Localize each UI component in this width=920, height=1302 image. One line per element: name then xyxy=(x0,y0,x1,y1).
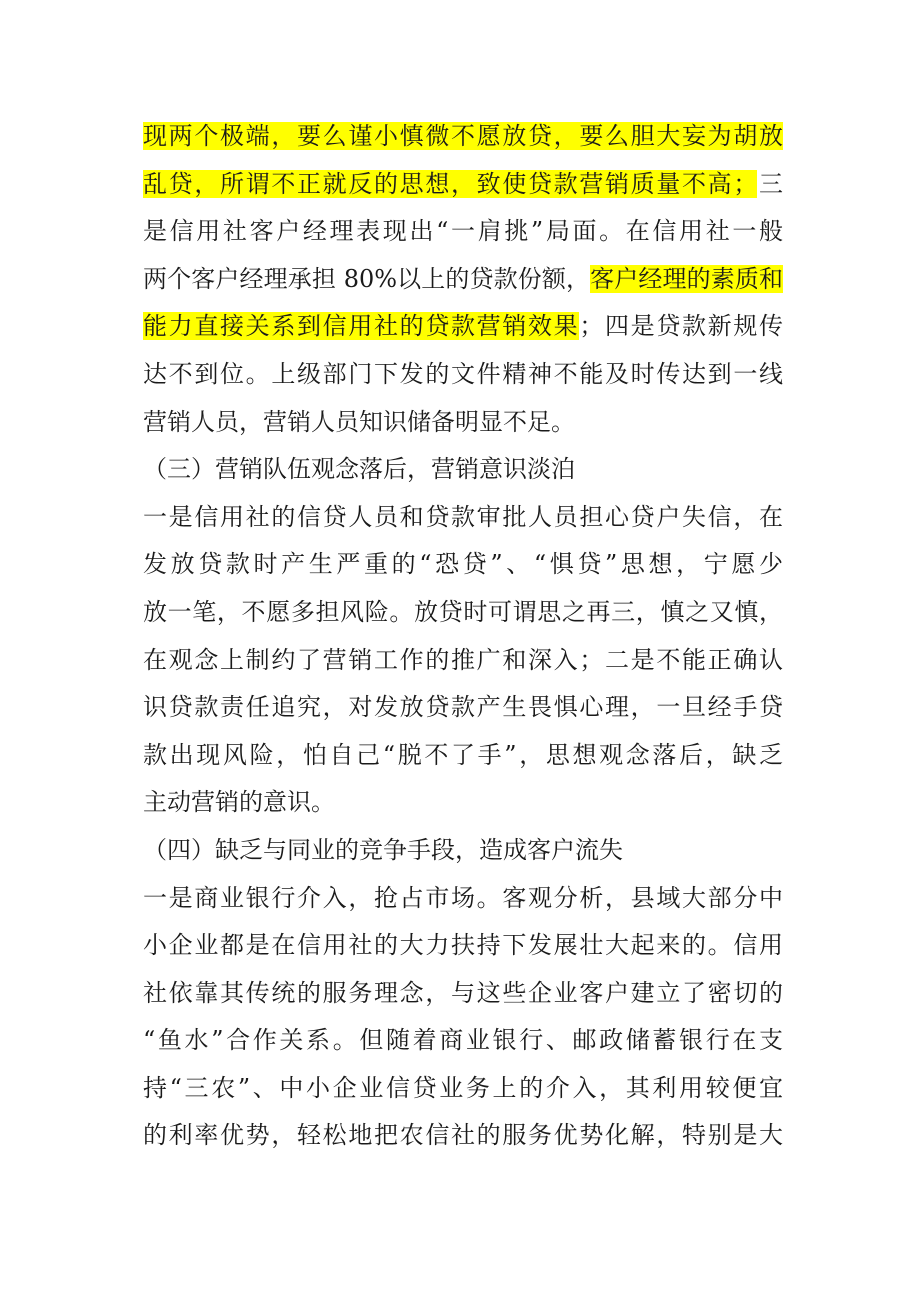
highlighted-text: 客户经理的素质和 xyxy=(590,264,784,293)
text-line xyxy=(143,684,783,732)
text-segment: 小企业都是在信用社的大力扶持下发展壮大起来的。信用 xyxy=(143,931,783,960)
highlighted-text: 现两个极端，要么谨小慎微不愿放贷，要么胆大妄为胡放 xyxy=(143,122,783,150)
text-line xyxy=(143,494,783,542)
text-segment: ；四是贷款新规传 xyxy=(579,312,784,341)
text-line xyxy=(143,113,783,161)
text-line xyxy=(143,827,783,875)
text-line xyxy=(143,541,783,589)
text-segment: 社依靠其传统的服务理念，与这些企业客户建立了密切的 xyxy=(143,978,783,1007)
text-segment: 在观念上制约了营销工作的推广和深入；二是不能正确认 xyxy=(143,645,783,674)
text-line xyxy=(143,399,783,447)
text-segment: 两个客户经理承担 80%以上的贷款份额， xyxy=(143,264,591,293)
text-line xyxy=(143,161,783,209)
text-segment: 款出现风险，怕自己“脱不了手”，思想观念落后，缺乏 xyxy=(143,740,783,769)
text-line xyxy=(143,1017,783,1065)
text-line xyxy=(143,637,783,685)
text-line xyxy=(143,1112,783,1160)
text-line xyxy=(143,351,783,399)
text-line xyxy=(143,208,783,256)
text-segment: “鱼水”合作关系。但随着商业银行、邮政储蓄银行在支 xyxy=(143,1026,783,1055)
text-segment: 主动营销的意识。 xyxy=(143,788,335,817)
text-segment: 达不到位。上级部门下发的文件精神不能及时传达到一线 xyxy=(143,359,783,388)
highlighted-text: 能力直接关系到信用社的贷款营销效果 xyxy=(143,312,580,341)
text-line xyxy=(143,779,783,827)
text-line xyxy=(143,922,783,970)
text-line xyxy=(143,732,783,780)
text-line xyxy=(143,446,783,494)
text-segment: 一是商业银行介入，抢占市场。客观分析，县域大部分中 xyxy=(143,883,783,912)
text-line xyxy=(143,256,783,304)
text-line xyxy=(143,303,783,351)
text-segment: 三 xyxy=(757,169,784,198)
text-segment: （四）缺乏与同业的竞争手段，造成客户流失 xyxy=(143,835,623,864)
text-segment: 的利率优势，轻松地把农信社的服务优势化解，特别是大 xyxy=(143,1121,783,1150)
document-body xyxy=(143,113,783,1160)
text-line xyxy=(143,589,783,637)
text-line xyxy=(143,1065,783,1113)
text-segment: 是信用社客户经理表现出“一肩挑”局面。在信用社一般 xyxy=(143,217,783,246)
text-segment: （三）营销队伍观念落后，营销意识淡泊 xyxy=(143,455,575,484)
text-segment: 发放贷款时产生严重的“恐贷”、“惧贷”思想，宁愿少 xyxy=(143,550,783,579)
text-segment: 营销人员，营销人员知识储备明显不足。 xyxy=(143,407,575,436)
highlighted-text: 乱贷，所谓不正就反的思想，致使贷款营销质量不高； xyxy=(143,169,758,198)
text-segment: 放一笔，不愿多担风险。放贷时可谓思之再三，慎之又慎， xyxy=(143,597,783,626)
text-segment: 识贷款责任追究，对发放贷款产生畏惧心理，一旦经手贷 xyxy=(143,693,783,722)
text-line xyxy=(143,970,783,1018)
text-line xyxy=(143,875,783,923)
text-segment: 一是信用社的信贷人员和贷款审批人员担心贷户失信，在 xyxy=(143,502,783,531)
text-segment: 持“三农”、中小企业信贷业务上的介入，其利用较便宜 xyxy=(143,1073,783,1102)
